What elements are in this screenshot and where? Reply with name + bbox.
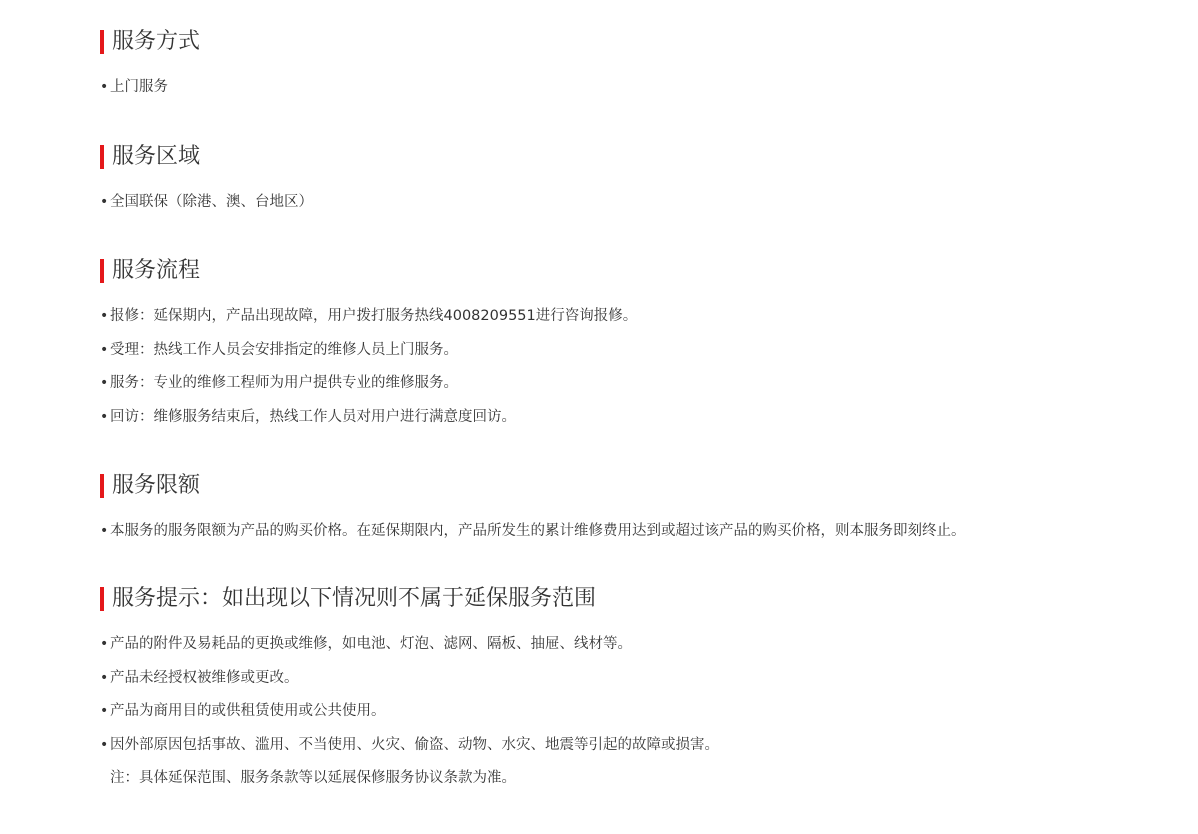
list-item-text: 全国联保（除港、澳、台地区） <box>110 194 313 210</box>
list-item-text: 产品为商用目的或供租赁使用或公共使用。 <box>110 703 386 720</box>
list-item <box>100 339 637 373</box>
section-title <box>100 473 966 499</box>
section-title-text: 服务方式 <box>112 29 201 54</box>
bullet-icon: • <box>100 736 109 753</box>
list-item-text: 报修：延保期内，产品出现故障，用户拨打服务热线4008209551进行咨询报修。 <box>110 308 638 324</box>
list-item-text: 上门服务 <box>110 79 168 95</box>
section-title <box>100 144 313 170</box>
bullet-icon: • <box>100 408 109 425</box>
title-accent-bar <box>100 587 104 611</box>
list-item <box>100 700 719 734</box>
section-service-limit <box>100 473 966 554</box>
section-service-area <box>100 144 313 225</box>
list-item-text: 回访：维修服务结束后，热线工作人员对用户进行满意度回访。 <box>110 408 516 425</box>
bullet-icon: • <box>100 669 109 686</box>
list-item <box>100 372 637 406</box>
note-text: 注：具体延保范围、服务条款等以延展保修服务协议条款为准。 <box>110 770 516 787</box>
list-item-text: 受理：热线工作人员会安排指定的维修人员上门服务。 <box>110 341 458 358</box>
section-service-notice <box>100 586 719 789</box>
section-title-text: 服务限额 <box>112 473 201 498</box>
section-service-process <box>100 258 637 439</box>
bullet-icon: • <box>100 194 109 210</box>
bullet-icon: • <box>100 341 109 358</box>
section-title-text: 服务区域 <box>112 144 201 169</box>
list-item-text: 因外部原因包括事故、滥用、不当使用、火灾、偷盗、动物、水灾、地震等引起的故障或损害。 <box>110 736 719 753</box>
bullet-icon: • <box>100 308 109 324</box>
title-accent-bar <box>100 145 104 169</box>
section-title <box>100 29 200 55</box>
item-list <box>100 305 637 439</box>
list-item-text: 服务：专业的维修工程师为用户提供专业的维修服务。 <box>110 375 458 392</box>
list-item-text: 产品未经授权被维修或更改。 <box>110 669 299 686</box>
list-item-text: 产品的附件及易耗品的更换或维修，如电池、灯泡、滤网、隔板、抽屉、线材等。 <box>110 636 632 652</box>
list-item <box>100 520 966 554</box>
section-title <box>100 586 719 612</box>
bullet-icon: • <box>100 523 109 539</box>
section-title-text: 服务流程 <box>112 258 201 283</box>
list-item <box>100 667 719 701</box>
item-list <box>100 520 966 554</box>
bullet-icon: • <box>100 375 109 392</box>
list-item <box>100 76 200 110</box>
list-item <box>100 734 719 768</box>
title-accent-bar <box>100 259 104 283</box>
item-list <box>100 76 200 110</box>
section-title-text: 服务提示：如出现以下情况则不属于延保服务范围 <box>112 586 597 611</box>
list-item <box>100 633 719 667</box>
bullet-icon: • <box>100 79 109 95</box>
title-accent-bar <box>100 30 104 54</box>
item-list <box>100 191 313 225</box>
item-list <box>100 633 719 789</box>
list-item <box>100 406 637 440</box>
bullet-icon: • <box>100 636 109 652</box>
section-service-method <box>100 29 200 110</box>
section-title <box>100 258 637 284</box>
bullet-icon: • <box>100 703 109 720</box>
list-item-text: 本服务的服务限额为产品的购买价格。在延保期限内，产品所发生的累计维修费用达到或超过该产品的购买价格，则本服务即刻终止。 <box>110 523 966 539</box>
list-item <box>100 305 637 339</box>
list-item <box>100 191 313 225</box>
title-accent-bar <box>100 474 104 498</box>
